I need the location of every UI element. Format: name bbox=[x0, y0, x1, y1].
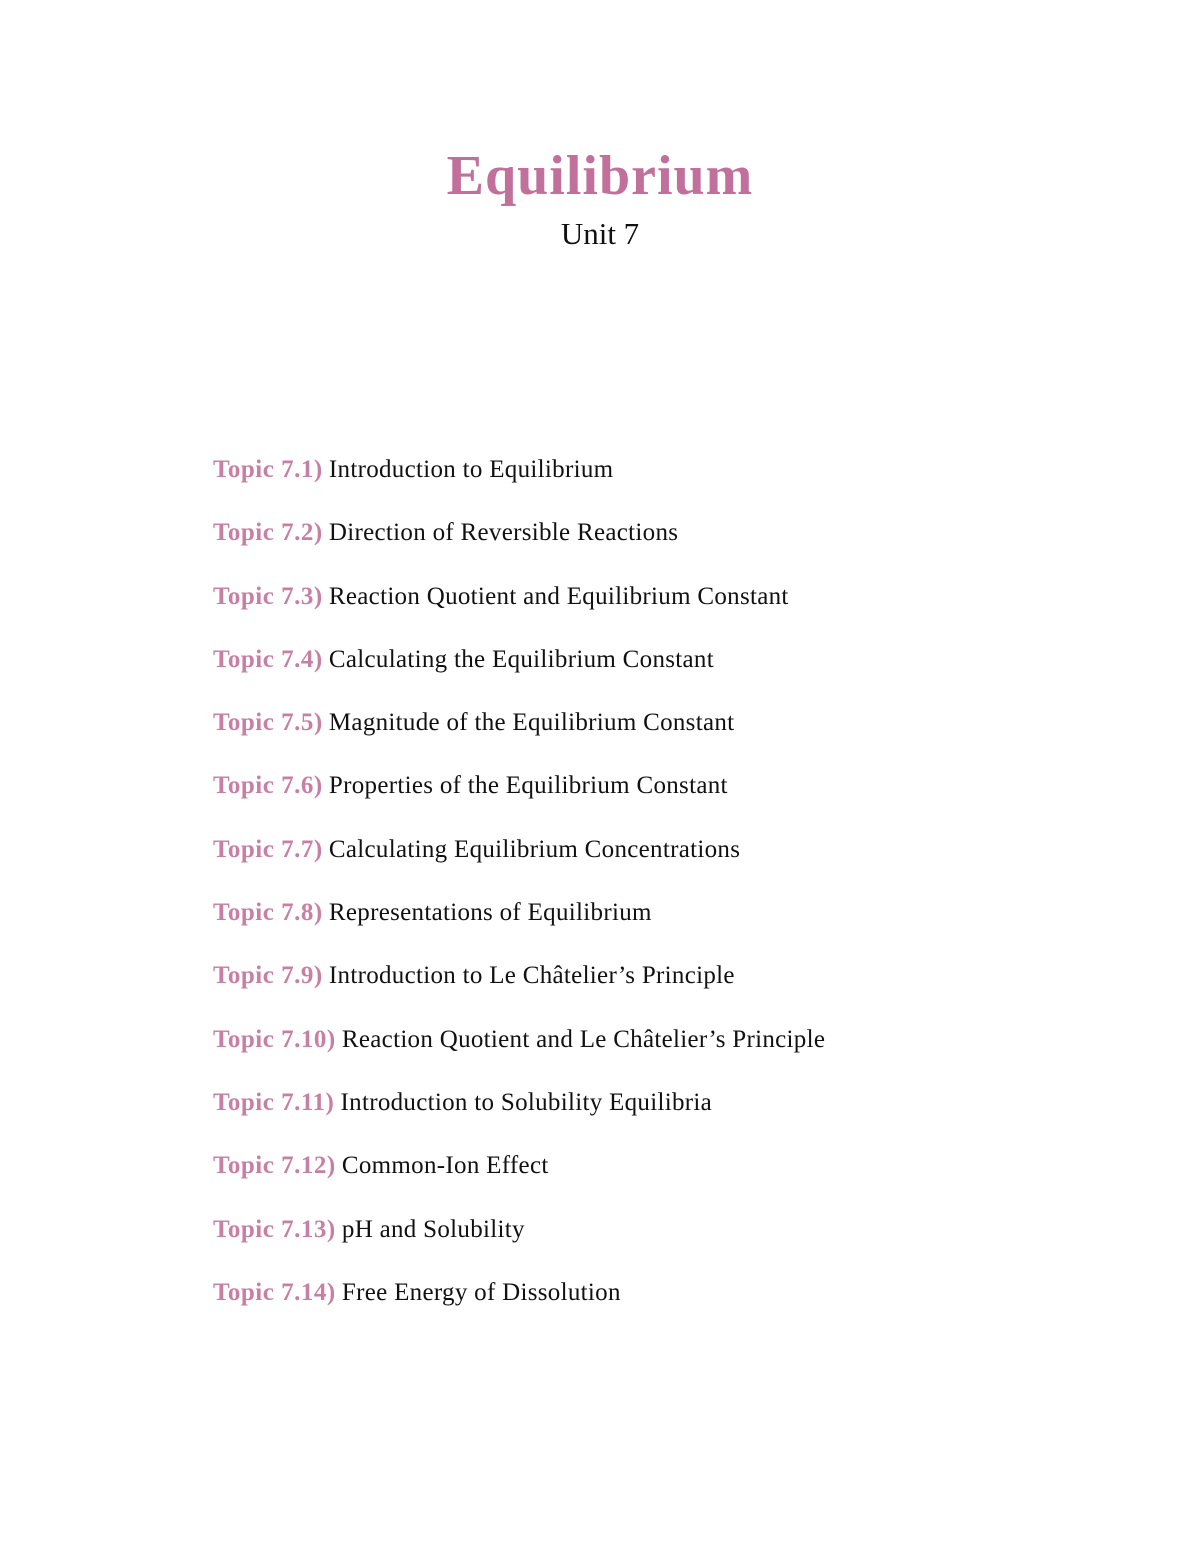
topic-label: Topic 7.12) bbox=[213, 1152, 336, 1180]
topic-title: Properties of the Equilibrium Constant bbox=[328, 772, 728, 800]
topic-title: Representations of Equilibrium bbox=[328, 899, 652, 927]
topic-item-7-3 bbox=[213, 579, 1113, 642]
topic-label: Topic 7.10) bbox=[213, 1025, 336, 1053]
page-subtitle: Unit 7 bbox=[560, 216, 640, 251]
topic-label: Topic 7.5) bbox=[213, 709, 323, 737]
topic-title: Calculating Equilibrium Concentrations bbox=[328, 835, 741, 863]
topic-label: Topic 7.2) bbox=[213, 519, 323, 547]
topic-title: Common-Ion Effect bbox=[341, 1152, 549, 1180]
topic-item-7-2 bbox=[213, 515, 1113, 578]
topic-label: Topic 7.9) bbox=[213, 962, 323, 990]
topic-label: Topic 7.6) bbox=[213, 772, 323, 800]
topic-label: Topic 7.4) bbox=[213, 645, 323, 673]
topic-item-7-9 bbox=[213, 958, 1113, 1021]
topic-title: Calculating the Equilibrium Constant bbox=[328, 645, 714, 673]
topic-item-7-11 bbox=[213, 1085, 1113, 1148]
topic-item-7-1 bbox=[213, 452, 1113, 515]
topic-item-7-13 bbox=[213, 1212, 1113, 1275]
topic-title: Introduction to Solubility Equilibria bbox=[340, 1088, 713, 1116]
topic-item-7-12 bbox=[213, 1148, 1113, 1211]
topic-label: Topic 7.13) bbox=[213, 1215, 336, 1243]
topic-title: pH and Solubility bbox=[341, 1215, 525, 1243]
topic-title: Reaction Quotient and Le Châtelier’s Principle bbox=[341, 1025, 826, 1053]
topic-label: Topic 7.14) bbox=[213, 1278, 336, 1306]
topic-list bbox=[213, 452, 1113, 1338]
topic-item-7-10 bbox=[213, 1022, 1113, 1085]
topic-label: Topic 7.7) bbox=[213, 835, 323, 863]
topic-item-7-7 bbox=[213, 832, 1113, 895]
topic-item-7-6 bbox=[213, 768, 1113, 831]
topic-title: Free Energy of Dissolution bbox=[341, 1278, 621, 1306]
topic-item-7-5 bbox=[213, 705, 1113, 768]
topic-label: Topic 7.3) bbox=[213, 582, 323, 610]
topic-item-7-8 bbox=[213, 895, 1113, 958]
topic-item-7-4 bbox=[213, 642, 1113, 705]
topic-title: Magnitude of the Equilibrium Constant bbox=[328, 709, 735, 737]
topic-title: Reaction Quotient and Equilibrium Constant bbox=[328, 582, 789, 610]
topic-item-7-14 bbox=[213, 1275, 1113, 1338]
topic-title: Introduction to Equilibrium bbox=[328, 456, 614, 483]
topic-label: Topic 7.8) bbox=[213, 899, 323, 927]
topic-label: Topic 7.1) bbox=[213, 456, 323, 483]
topic-title: Introduction to Le Châtelier’s Principle bbox=[328, 962, 735, 990]
topic-title: Direction of Reversible Reactions bbox=[328, 519, 679, 547]
page-title: Equilibrium bbox=[446, 145, 754, 207]
topic-label: Topic 7.11) bbox=[213, 1088, 335, 1116]
